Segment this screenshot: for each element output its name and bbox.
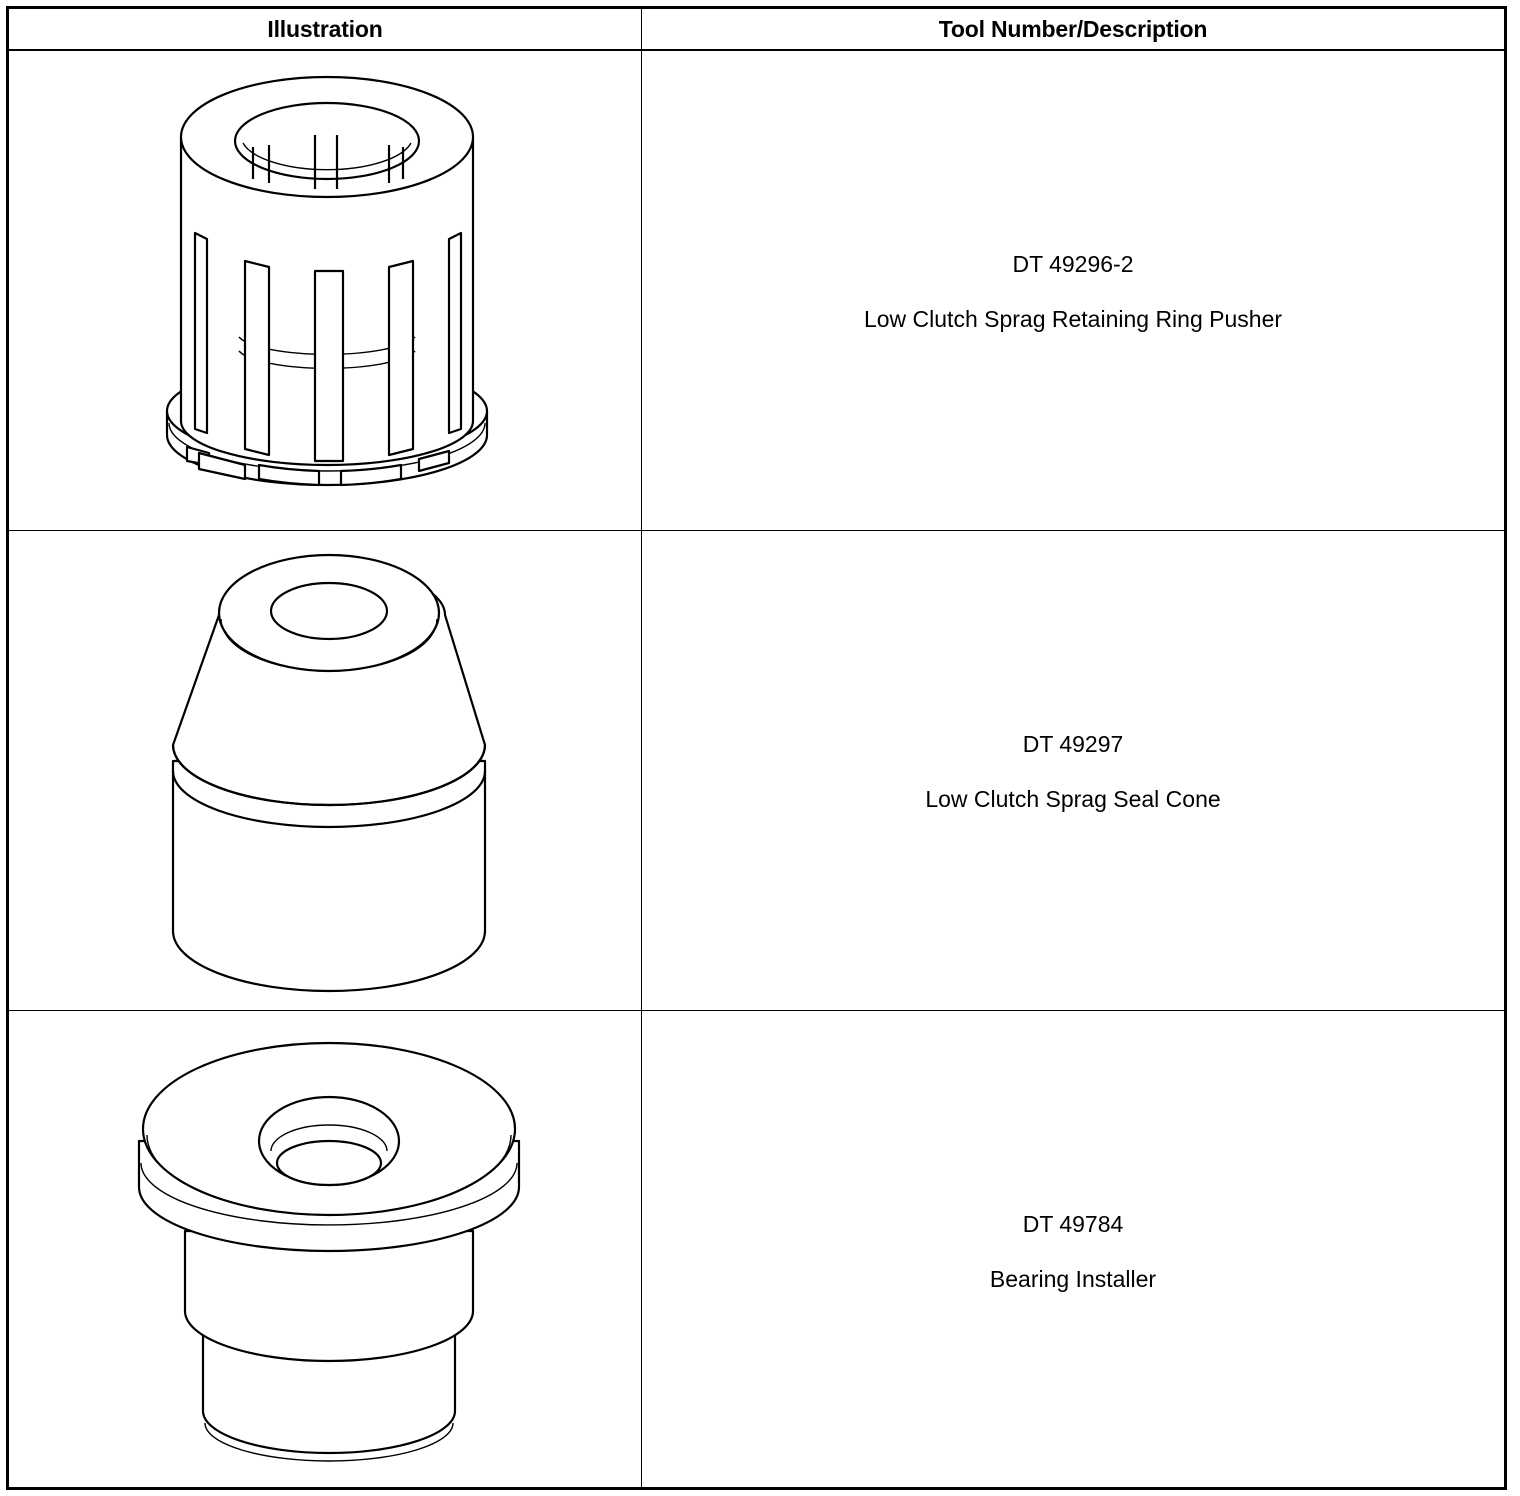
illustration-cell: [9, 51, 641, 530]
tool-number: DT 49297: [1022, 731, 1124, 757]
description-cell: [642, 51, 1504, 530]
bearing-installer-icon: [9, 1011, 641, 1487]
table-header-row: [9, 9, 1504, 51]
illustration-cell: [9, 531, 641, 1010]
sprag-seal-cone-icon: [9, 531, 641, 1010]
table-row: [9, 1011, 1504, 1487]
tool-description: Bearing Installer: [989, 1266, 1157, 1292]
header-illustration: Illustration: [267, 16, 383, 42]
tool-description: Low Clutch Sprag Seal Cone: [925, 786, 1221, 812]
illustration-cell: [9, 1011, 641, 1487]
table-row: [9, 531, 1504, 1011]
tool-table: [6, 6, 1507, 1490]
sprag-retaining-ring-pusher-icon: [9, 51, 641, 530]
description-cell: [642, 1011, 1504, 1487]
tool-number: DT 49784: [1022, 1211, 1124, 1237]
tool-number: DT 49296-2: [1012, 251, 1134, 277]
tool-description: Low Clutch Sprag Retaining Ring Pusher: [863, 306, 1283, 332]
table-row: [9, 51, 1504, 531]
header-tool-number-description: Tool Number/Description: [938, 16, 1208, 42]
description-cell: [642, 531, 1504, 1010]
